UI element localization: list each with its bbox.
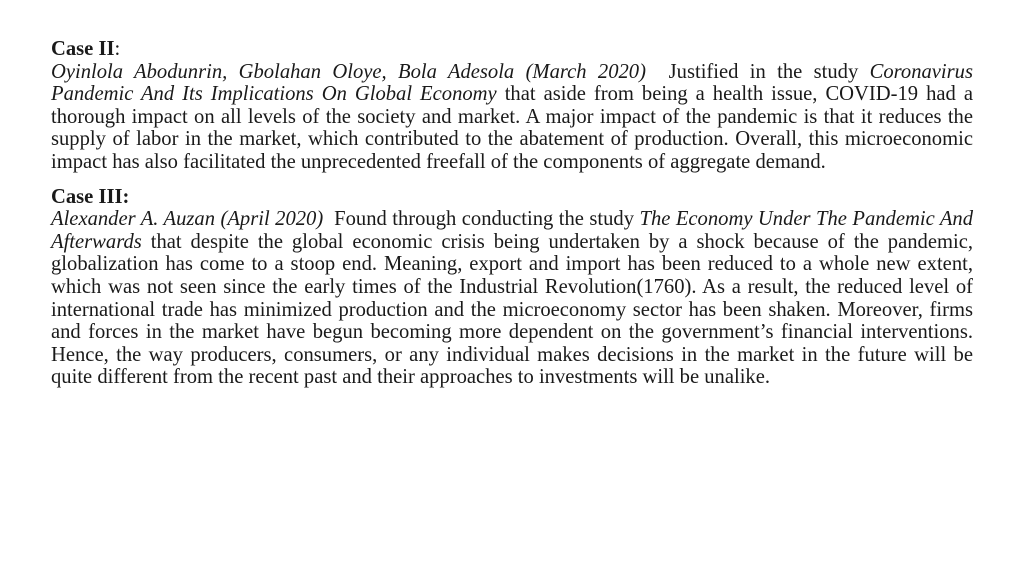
case-2-heading-text: Case II — [51, 38, 115, 60]
case-2-authors: Oyinlola Abodunrin, Gbolahan Oloye, Bola Adesola (March 2020) — [51, 60, 646, 83]
case-2-lead: Justified in the study — [668, 60, 859, 83]
case-3-lead: Found through conducting the study — [334, 208, 635, 231]
case-3-paragraph — [51, 186, 973, 389]
case-3-authors: Alexander A. Auzan (April 2020) — [51, 208, 324, 231]
case-3-study-title: The Economy Under The Pandemic And Afterwards — [51, 208, 973, 253]
case-3-body: that despite the global economic crisis being undertaken by a shock because of the pandemic, globalization has come to a stoop end. Meaning, export and import has been reduced to a whole new extent, which was not seen since the early times of the Industrial Revolution(1760). As a result, the reduced level of international trade has minimized production and the microeconomy sector has been shaken. Moreover, firms and forces in the market have begun becoming more dependent on the government’s financial interventions. Hence, the way producers, consumers, or any individual makes decisions in the market in the future will be quite different from the recent past and their approaches to investments will be unalike. — [51, 230, 973, 389]
case-3-heading: Case III: — [51, 185, 130, 208]
case-2-paragraph — [51, 38, 973, 174]
case-2-body: that aside from being a health issue, COVID-19 had a thorough impact on all levels of the society and market. A major impact of the pandemic is that it reduces the supply of labor in the market, which contributed to the abatement of production. Overall, this microeconomic impact has also facilitated the unprecedented freefall of the components of aggregate demand. — [51, 83, 973, 173]
case-2-heading — [51, 38, 120, 60]
case-2-heading-colon: : — [114, 38, 121, 60]
case-2-study-title: Coronavirus Pandemic And Its Implications On Global Economy — [51, 60, 973, 106]
